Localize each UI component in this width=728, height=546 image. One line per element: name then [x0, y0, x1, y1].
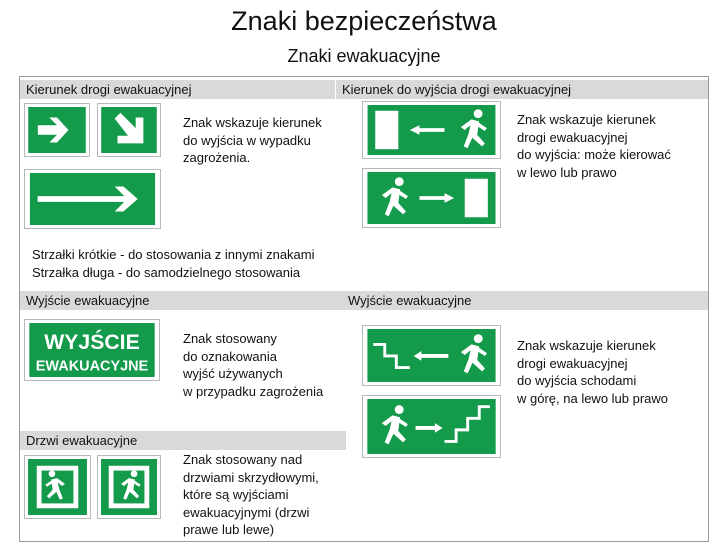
stairs-right-sign — [362, 395, 501, 458]
sign-line2: EWAKUACYJNE — [35, 358, 149, 375]
evac-doors-description: Znak stosowany nad drzwiami skrzydłowymi, które są wyjściami ewakuacyjnymi (drzwi prawe lub lewe) — [183, 452, 319, 537]
long-arrow-sign — [24, 169, 161, 229]
stairs-left-sign — [362, 325, 501, 386]
header-evac-doors: Drzwi ewakuacyjne — [20, 431, 346, 450]
page-subtitle: Znaki ewakuacyjne — [287, 46, 441, 66]
header-evac-route-direction: Kierunek drogi ewakuacyjnej — [20, 80, 335, 99]
exit-right-sign — [362, 168, 501, 228]
exit-left-sign — [362, 101, 501, 159]
evac-route-description: Znak wskazuje kierunek do wyjścia w wypadku zagrożenia. — [183, 115, 322, 165]
door-left-sign — [24, 455, 91, 519]
evac-exit-left-description: Znak stosowany do oznakowania wyjść używanych w przypadku zagrożenia — [183, 331, 324, 399]
sign-line1: WYJŚCIE — [44, 331, 140, 355]
page-title: Znaki bezpieczeństwa — [231, 6, 497, 36]
long-arrow-right-icon — [28, 173, 157, 225]
header-evac-exit-left: Wyjście ewakuacyjne — [20, 291, 342, 310]
arrow-right-sign — [24, 103, 90, 157]
evac-exit-text-sign — [24, 319, 160, 381]
long-arrow-note: Strzałka długa - do samodzielnego stosowania — [32, 265, 301, 280]
door-right-sign — [97, 455, 161, 519]
arrow-down-right-sign — [97, 103, 161, 157]
arrow-down-right-icon — [101, 107, 157, 153]
header-exit-direction: Kierunek do wyjścia drogi ewakuacyjnej — [336, 80, 708, 99]
evac-exit-right-description: Znak wskazuje kierunek drogi ewakuacyjnej do wyjścia schodami w górę, na lewo lub prawo — [517, 338, 669, 406]
arrow-right-icon — [28, 107, 86, 153]
door-icon — [375, 111, 398, 149]
exit-direction-description: Znak wskazuje kierunek drogi ewakuacyjnej do wyjścia: może kierować w lewo lub prawo — [517, 112, 671, 180]
short-arrows-note: Strzałki krótkie - do stosowania z innymi znakami — [32, 247, 315, 262]
door-icon — [465, 179, 488, 218]
header-evac-exit-right: Wyjście ewakuacyjne — [342, 291, 708, 310]
